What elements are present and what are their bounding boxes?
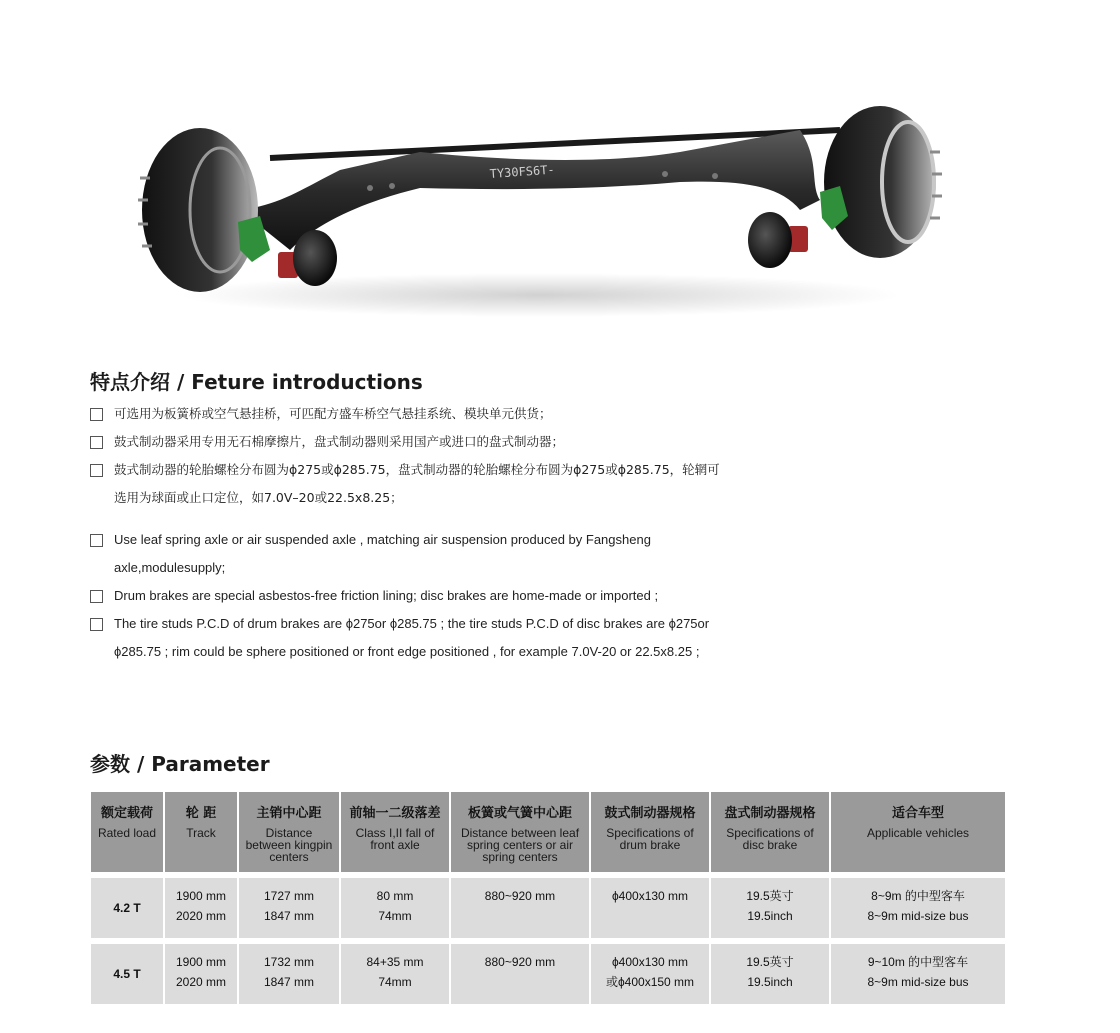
feature-item: 鼓式制动器采用专用无石棉摩擦片，盘式制动器则采用国产或进口的盘式制动器；: [90, 428, 730, 456]
parameter-table: [89, 792, 1007, 1004]
header-spring-distance: 板簧或气簧中心距 Distance between leaf spring centers or air spring centers: [451, 792, 589, 872]
cell-load: 4.2 T: [91, 878, 163, 938]
cell-load: 4.5 T: [91, 944, 163, 1004]
cell-kingpin: 1732 mm 1847 mm: [239, 944, 339, 1004]
features-list: [90, 400, 730, 666]
header-applicable-vehicles: 适合车型 Applicable vehicles: [831, 792, 1005, 872]
axle-product-image: [120, 90, 960, 330]
checkbox-square-icon: [90, 534, 103, 547]
header-kingpin-distance: 主销中心距 Distance between kingpin centers: [239, 792, 339, 872]
header-disc-brake: 盘式制动器规格 Specifications of disc brake: [711, 792, 829, 872]
feature-item: The tire studs P.C.D of drum brakes are ϕ275or ϕ285.75 ; the tire studs P.C.D of disc brakes are ϕ275or ϕ285.75 ; rim could be sphere positioned or front edge positioned , for example 7.0V-20 or 22.5x8.25 ;: [90, 610, 730, 666]
checkbox-square-icon: [90, 436, 103, 449]
feature-item: Drum brakes are special asbestos-free friction lining; disc brakes are home-made or imported ;: [90, 582, 730, 610]
checkbox-square-icon: [90, 618, 103, 631]
cell-kingpin: 1727 mm 1847 mm: [239, 878, 339, 938]
cell-drum: ϕ400x130 mm: [591, 878, 709, 938]
features-title: 特点介绍 / Feture introductions: [90, 370, 423, 394]
cell-spring: 880~920 mm: [451, 878, 589, 938]
cell-disc: 19.5英寸 19.5inch: [711, 944, 829, 1004]
cell-vehicle: 8~9m 的中型客车 8~9m mid-size bus: [831, 878, 1005, 938]
axle-model-marking: TY30FS6T-: [489, 162, 556, 181]
header-class-fall: 前轴一二级落差 Class I,II fall of front axle: [341, 792, 449, 872]
header-drum-brake: 鼓式制动器规格 Specifications of drum brake: [591, 792, 709, 872]
feature-item: Use leaf spring axle or air suspended axle , matching air suspension produced by Fangsheng axle,modulesupply;: [90, 526, 730, 582]
cell-spring: 880~920 mm: [451, 944, 589, 1004]
cell-fall: 84+35 mm 74mm: [341, 944, 449, 1004]
feature-item: 鼓式制动器的轮胎螺栓分布圆为ϕ275或ϕ285.75，盘式制动器的轮胎螺栓分布圆为ϕ275或ϕ285.75，轮辋可选用为球面或止口定位，如7.0V–20或22.5x8.25；: [90, 456, 730, 512]
cell-drum: ϕ400x130 mm 或ϕ400x150 mm: [591, 944, 709, 1004]
checkbox-square-icon: [90, 464, 103, 477]
cell-disc: 19.5英寸 19.5inch: [711, 878, 829, 938]
cell-vehicle: 9~10m 的中型客车 8~9m mid-size bus: [831, 944, 1005, 1004]
header-track: 轮 距 Track: [165, 792, 237, 872]
table-row: [91, 944, 1005, 1004]
checkbox-square-icon: [90, 590, 103, 603]
cell-track: 1900 mm 2020 mm: [165, 944, 237, 1004]
table-row: [91, 878, 1005, 938]
header-rated-load: 额定载荷 Rated load: [91, 792, 163, 872]
feature-item: 可选用为板簧桥或空气悬挂桥，可匹配方盛车桥空气悬挂系统、模块单元供货；: [90, 400, 730, 428]
checkbox-square-icon: [90, 408, 103, 421]
parameter-title: 参数 / Parameter: [90, 752, 270, 776]
cell-track: 1900 mm 2020 mm: [165, 878, 237, 938]
cell-fall: 80 mm 74mm: [341, 878, 449, 938]
